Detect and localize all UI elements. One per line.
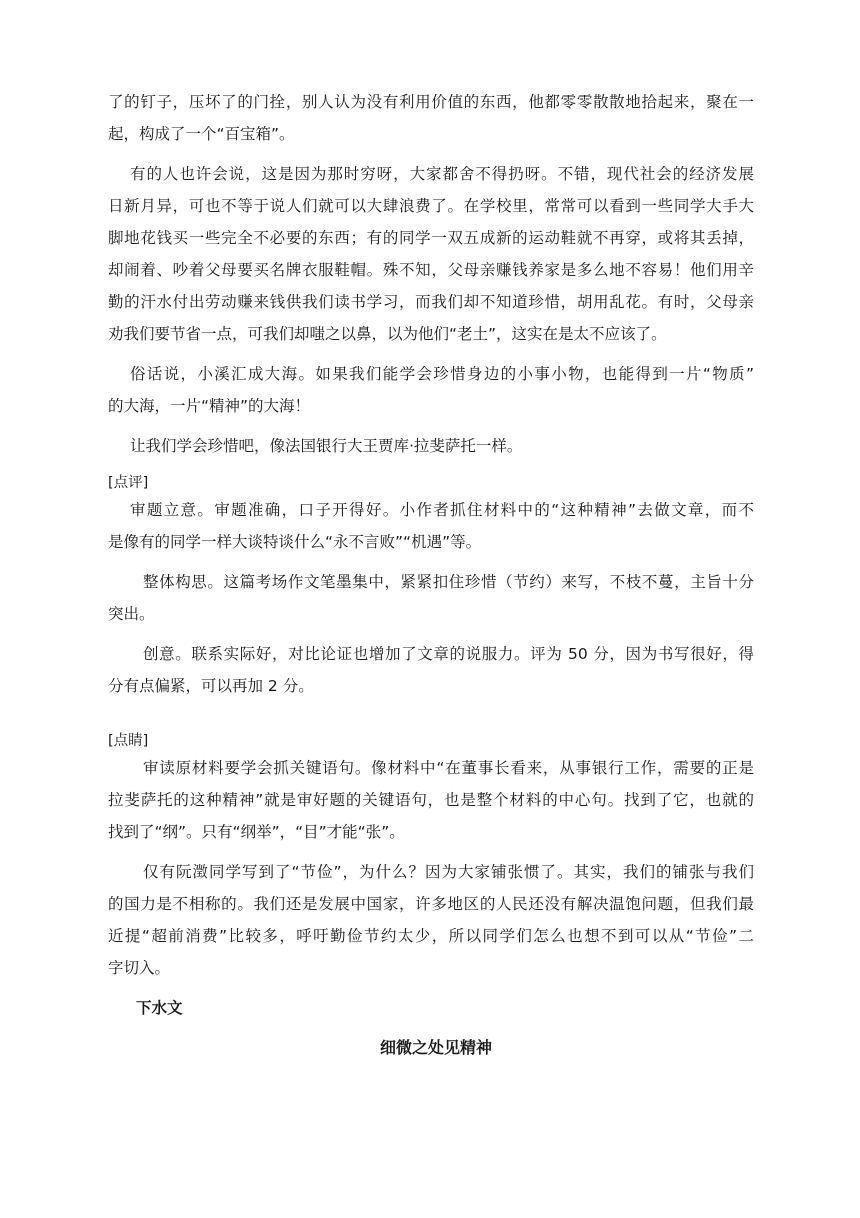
comment-label: [点评] bbox=[108, 475, 149, 491]
essay-title: 细微之处见精神 bbox=[379, 1038, 492, 1057]
text-line: 了的钉子，压坏了的门拴，别人认为没有利用价值的东西，他都零零散散地拾起来，聚在一 bbox=[108, 93, 754, 111]
paragraph-4 bbox=[108, 430, 754, 462]
text-line: 劝我们要节省一点，可我们却嗤之以鼻，以为他们“老土”，这实在是太不应该了。 bbox=[108, 325, 667, 343]
text-line: 的国力是不相称的。我们还是发展中国家，许多地区的人民还没有解决温饱问题，但我们最 bbox=[108, 895, 754, 913]
paragraph-1 bbox=[108, 86, 754, 150]
highlight-section bbox=[108, 730, 754, 984]
text-line: 仅有阮澂同学写到了“节俭”，为什么？因为大家铺张惯了。其实，我们的铺张与我们 bbox=[143, 863, 754, 881]
text-line: 日新月异，可也不等于说人们就可以大肆浪费了。在学校里，常常可以看到一些同学大手大 bbox=[108, 197, 754, 215]
comment-section bbox=[108, 472, 754, 702]
text-line: 分有点偏紧，可以再加 2 分。 bbox=[108, 677, 314, 695]
next-section-label: 下水文 bbox=[136, 999, 183, 1017]
text-line: 脚地花钱买一些完全不必要的东西；有的同学一双五成新的运动鞋就不再穿，或将其丢掉， bbox=[108, 229, 754, 247]
text-line: 起，构成了一个“百宝箱”。 bbox=[108, 125, 295, 143]
text-line: 突出。 bbox=[108, 605, 155, 623]
text-line: 近提“超前消费”比较多，呼吁勤俭节约太少，所以同学们怎么也想不到可以从“节俭”二 bbox=[108, 927, 754, 945]
text-line: 有的人也许会说，这是因为那时穷呀，大家都舍不得扔呀。不错，现代社会的经济发展 bbox=[130, 165, 754, 183]
paragraph-3 bbox=[108, 358, 754, 422]
text-line: 字切入。 bbox=[108, 959, 171, 977]
document-page bbox=[108, 86, 754, 1064]
next-section bbox=[108, 992, 754, 1064]
text-line: 却闹着、吵着父母要买名牌衣服鞋帽。殊不知，父母亲赚钱养家是多么地不容易！他们用辛 bbox=[108, 261, 754, 279]
text-line: 的大海，一片“精神”的大海！ bbox=[108, 397, 311, 415]
text-line: 整体构思。这篇考场作文笔墨集中，紧紧扣住珍惜（节约）来写，不枝不蔓，主旨十分 bbox=[143, 573, 754, 591]
text-line: 是像有的同学一样大谈特谈什么“永不言败”“机遇”等。 bbox=[108, 533, 482, 551]
text-line: 勤的汗水付出劳动赚来钱供我们读书学习，而我们却不知道珍惜，胡用乱花。有时，父母亲 bbox=[108, 293, 754, 311]
text-line: 找到了“纲”。只有“纲举”，“目”才能“张”。 bbox=[108, 823, 405, 841]
text-line: 审题立意。审题准确，口子开得好。小作者抓住材料中的“这种精神”去做文章，而不 bbox=[130, 501, 754, 519]
text-line: 审读原材料要学会抓关键语句。像材料中“在董事长看来，从事银行工作，需要的正是 bbox=[143, 759, 754, 777]
highlight-label: [点睛] bbox=[108, 733, 149, 749]
text-line: 让我们学会珍惜吧，像法国银行大王贾库·拉斐萨托一样。 bbox=[130, 437, 523, 455]
text-line: 拉斐萨托的这种精神”就是审好题的关键语句，也是整个材料的中心句。找到了它，也就的 bbox=[108, 791, 754, 809]
text-line: 创意。联系实际好，对比论证也增加了文章的说服力。评为 50 分，因为书写很好，得 bbox=[143, 645, 754, 663]
text-line: 俗话说，小溪汇成大海。如果我们能学会珍惜身边的小事小物，也能得到一片“物质” bbox=[130, 365, 754, 383]
paragraph-2 bbox=[108, 158, 754, 350]
